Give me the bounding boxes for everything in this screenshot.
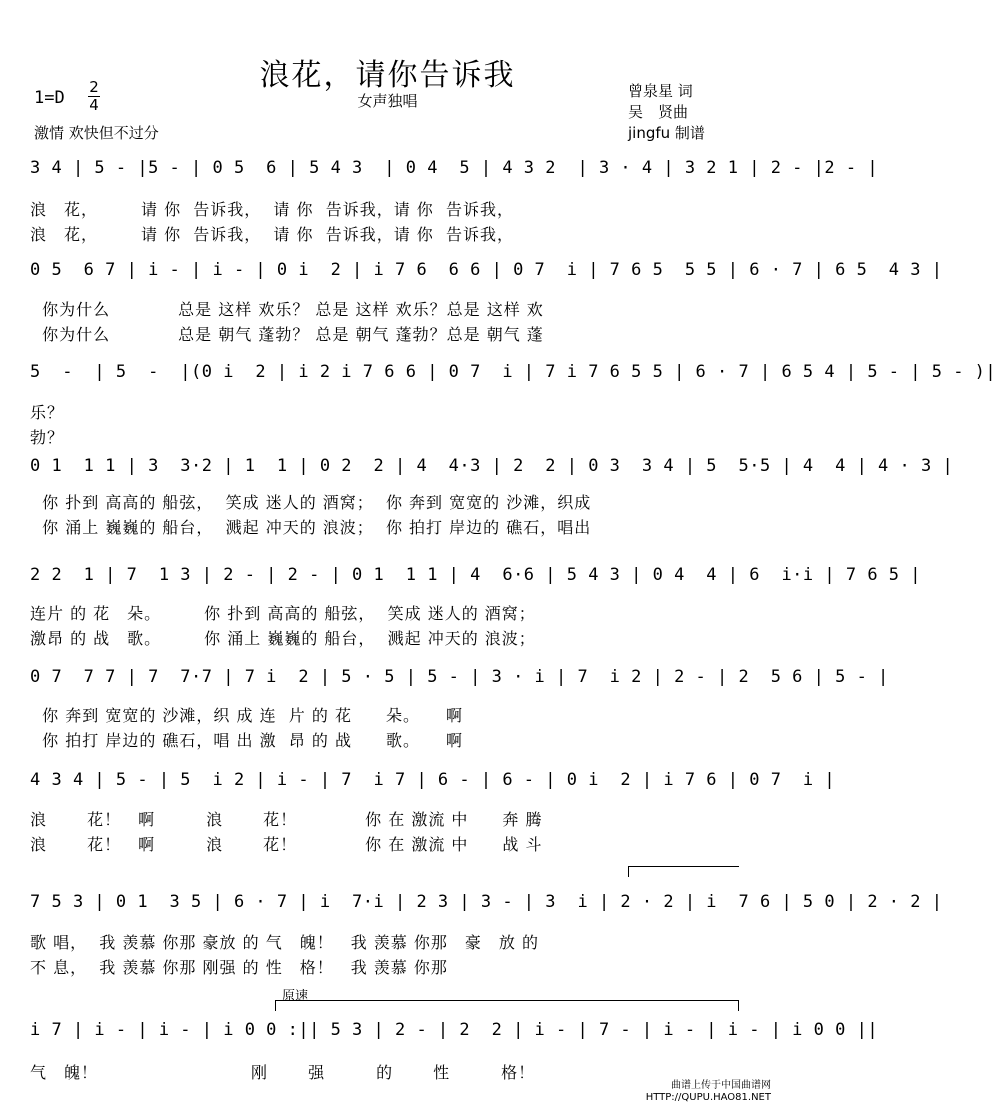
lyric-row-2a: 你为什么 总是 这样 欢乐？ 总是 这样 欢乐？总是 这样 欢 (30, 300, 544, 319)
watermark-line-1: 曲谱上传于中国曲谱网 (671, 1080, 771, 1091)
music-row-7: 4 3 4 | 5 - | 5 i 2 | i - | 7 i 7 | 6 - | 6 - | 0 i 2 | i 7 6 | 0 7 i | (30, 770, 836, 790)
engraver-credit: jingfu 制谱 (628, 124, 705, 142)
music-row-9: i 7 | i - | i - | i 0 0 :|| 5 3 | 2 - | 2 2 | i - | 7 - | i - | i - | i 0 0 || (30, 1020, 879, 1040)
lyric-row-6a: 你 奔到 宽宽的 沙滩，织 成 连 片 的 花 朵。 啊 (30, 706, 463, 725)
lyric-row-3b: 勃？ (30, 428, 65, 447)
lyric-row-6b: 你 拍打 岸边的 礁石，唱 出 激 昂 的 战 歌。 啊 (30, 731, 463, 750)
lyric-row-9a: 气 魄！ 刚 强 的 性 格！ (30, 1063, 536, 1082)
lyric-row-7a: 浪 花！ 啊 浪 花！ 你 在 激流 中 奔 腾 (30, 810, 543, 829)
site-watermark (646, 1080, 771, 1104)
lyric-row-1a: 浪 花， 请 你 告诉我， 请 你 告诉我，请 你 告诉我， (30, 200, 514, 219)
music-row-5: 2 2 1 | 7 1 3 | 2 - | 2 - | 0 1 1 1 | 4 6·6 | 5 4 3 | 0 4 4 | 6 i·i | 7 6 5 | (30, 565, 921, 585)
music-row-3: 5 - | 5 - |(0 i 2 | i 2 i 7 6 6 | 0 7 i | 7 i 7 6 5 5 | 6 · 7 | 6 5 4 | 5 - | 5 - )| (30, 362, 996, 382)
fermata-bracket (628, 866, 739, 877)
lyric-row-3a: 乐？ (30, 403, 65, 422)
lyricist-credit: 曾泉星 词 (628, 82, 693, 100)
lyric-row-8b: 不 息， 我 羡慕 你那 刚强 的 性 格！ 我 羡慕 你那 (30, 958, 448, 977)
lyric-row-1b: 浪 花， 请 你 告诉我， 请 你 告诉我，请 你 告诉我， (30, 225, 514, 244)
key-signature: 1=D (34, 88, 65, 108)
lyric-row-5b: 激昂 的 战 歌。 你 涌上 巍巍的 船台， 溅起 冲天的 浪波； (30, 629, 536, 648)
tempo-return-label: 原速 (282, 989, 309, 1004)
tempo-marking: 激情 欢快但不过分 (34, 124, 159, 142)
tempo-return-bracket (275, 1000, 739, 1011)
time-signature (88, 80, 100, 113)
lyric-row-8a: 歌 唱， 我 羡慕 你那 豪放 的 气 魄！ 我 羡慕 你那 豪 放 的 (30, 933, 539, 952)
lyric-row-4a: 你 扑到 高高的 船弦， 笑成 迷人的 酒窝； 你 奔到 宽宽的 沙滩，织成 (30, 493, 592, 512)
lyric-row-2b: 你为什么 总是 朝气 蓬勃？ 总是 朝气 蓬勃？总是 朝气 蓬 (30, 325, 544, 344)
meter-bottom: 4 (89, 96, 99, 114)
music-row-8: 7 5 3 | 0 1 3 5 | 6 · 7 | i 7·i | 2 3 | 3 - | 3 i | 2 · 2 | i 7 6 | 5 0 | 2 · 2 | (30, 892, 943, 912)
music-row-2: 0 5 6 7 | i - | i - | 0 i 2 | i 7 6 6 6 | 0 7 i | 7 6 5 5 5 | 6 · 7 | 6 5 4 3 | (30, 260, 943, 280)
lyric-row-5a: 连片 的 花 朵。 你 扑到 高高的 船弦， 笑成 迷人的 酒窝； (30, 604, 536, 623)
lyric-row-4b: 你 涌上 巍巍的 船台， 溅起 冲天的 浪波； 你 拍打 岸边的 礁石，唱出 (30, 518, 592, 537)
music-row-6: 0 7 7 7 | 7 7·7 | 7 i 2 | 5 · 5 | 5 - | 3 · i | 7 i 2 | 2 - | 2 5 6 | 5 - | (30, 667, 889, 687)
song-subtitle: 女声独唱 (357, 92, 418, 110)
meter-top: 2 (89, 78, 99, 96)
lyric-row-7b: 浪 花！ 啊 浪 花！ 你 在 激流 中 战 斗 (30, 835, 543, 854)
music-row-1: 3 4 | 5 - |5 - | 0 5 6 | 5 4 3 | 0 4 5 | 4 3 2 | 3 · 4 | 3 2 1 | 2 - |2 - | (30, 158, 879, 178)
music-row-4: 0 1 1 1 | 3 3·2 | 1 1 | 0 2 2 | 4 4·3 | 2 2 | 0 3 3 4 | 5 5·5 | 4 4 | 4 · 3 | (30, 456, 954, 476)
composer-credit: 吴 贤曲 (628, 103, 689, 121)
watermark-line-2: HTTP://QUPU.HAO81.NET (645, 1092, 771, 1103)
song-title: 浪花，请你告诉我 (259, 58, 516, 93)
